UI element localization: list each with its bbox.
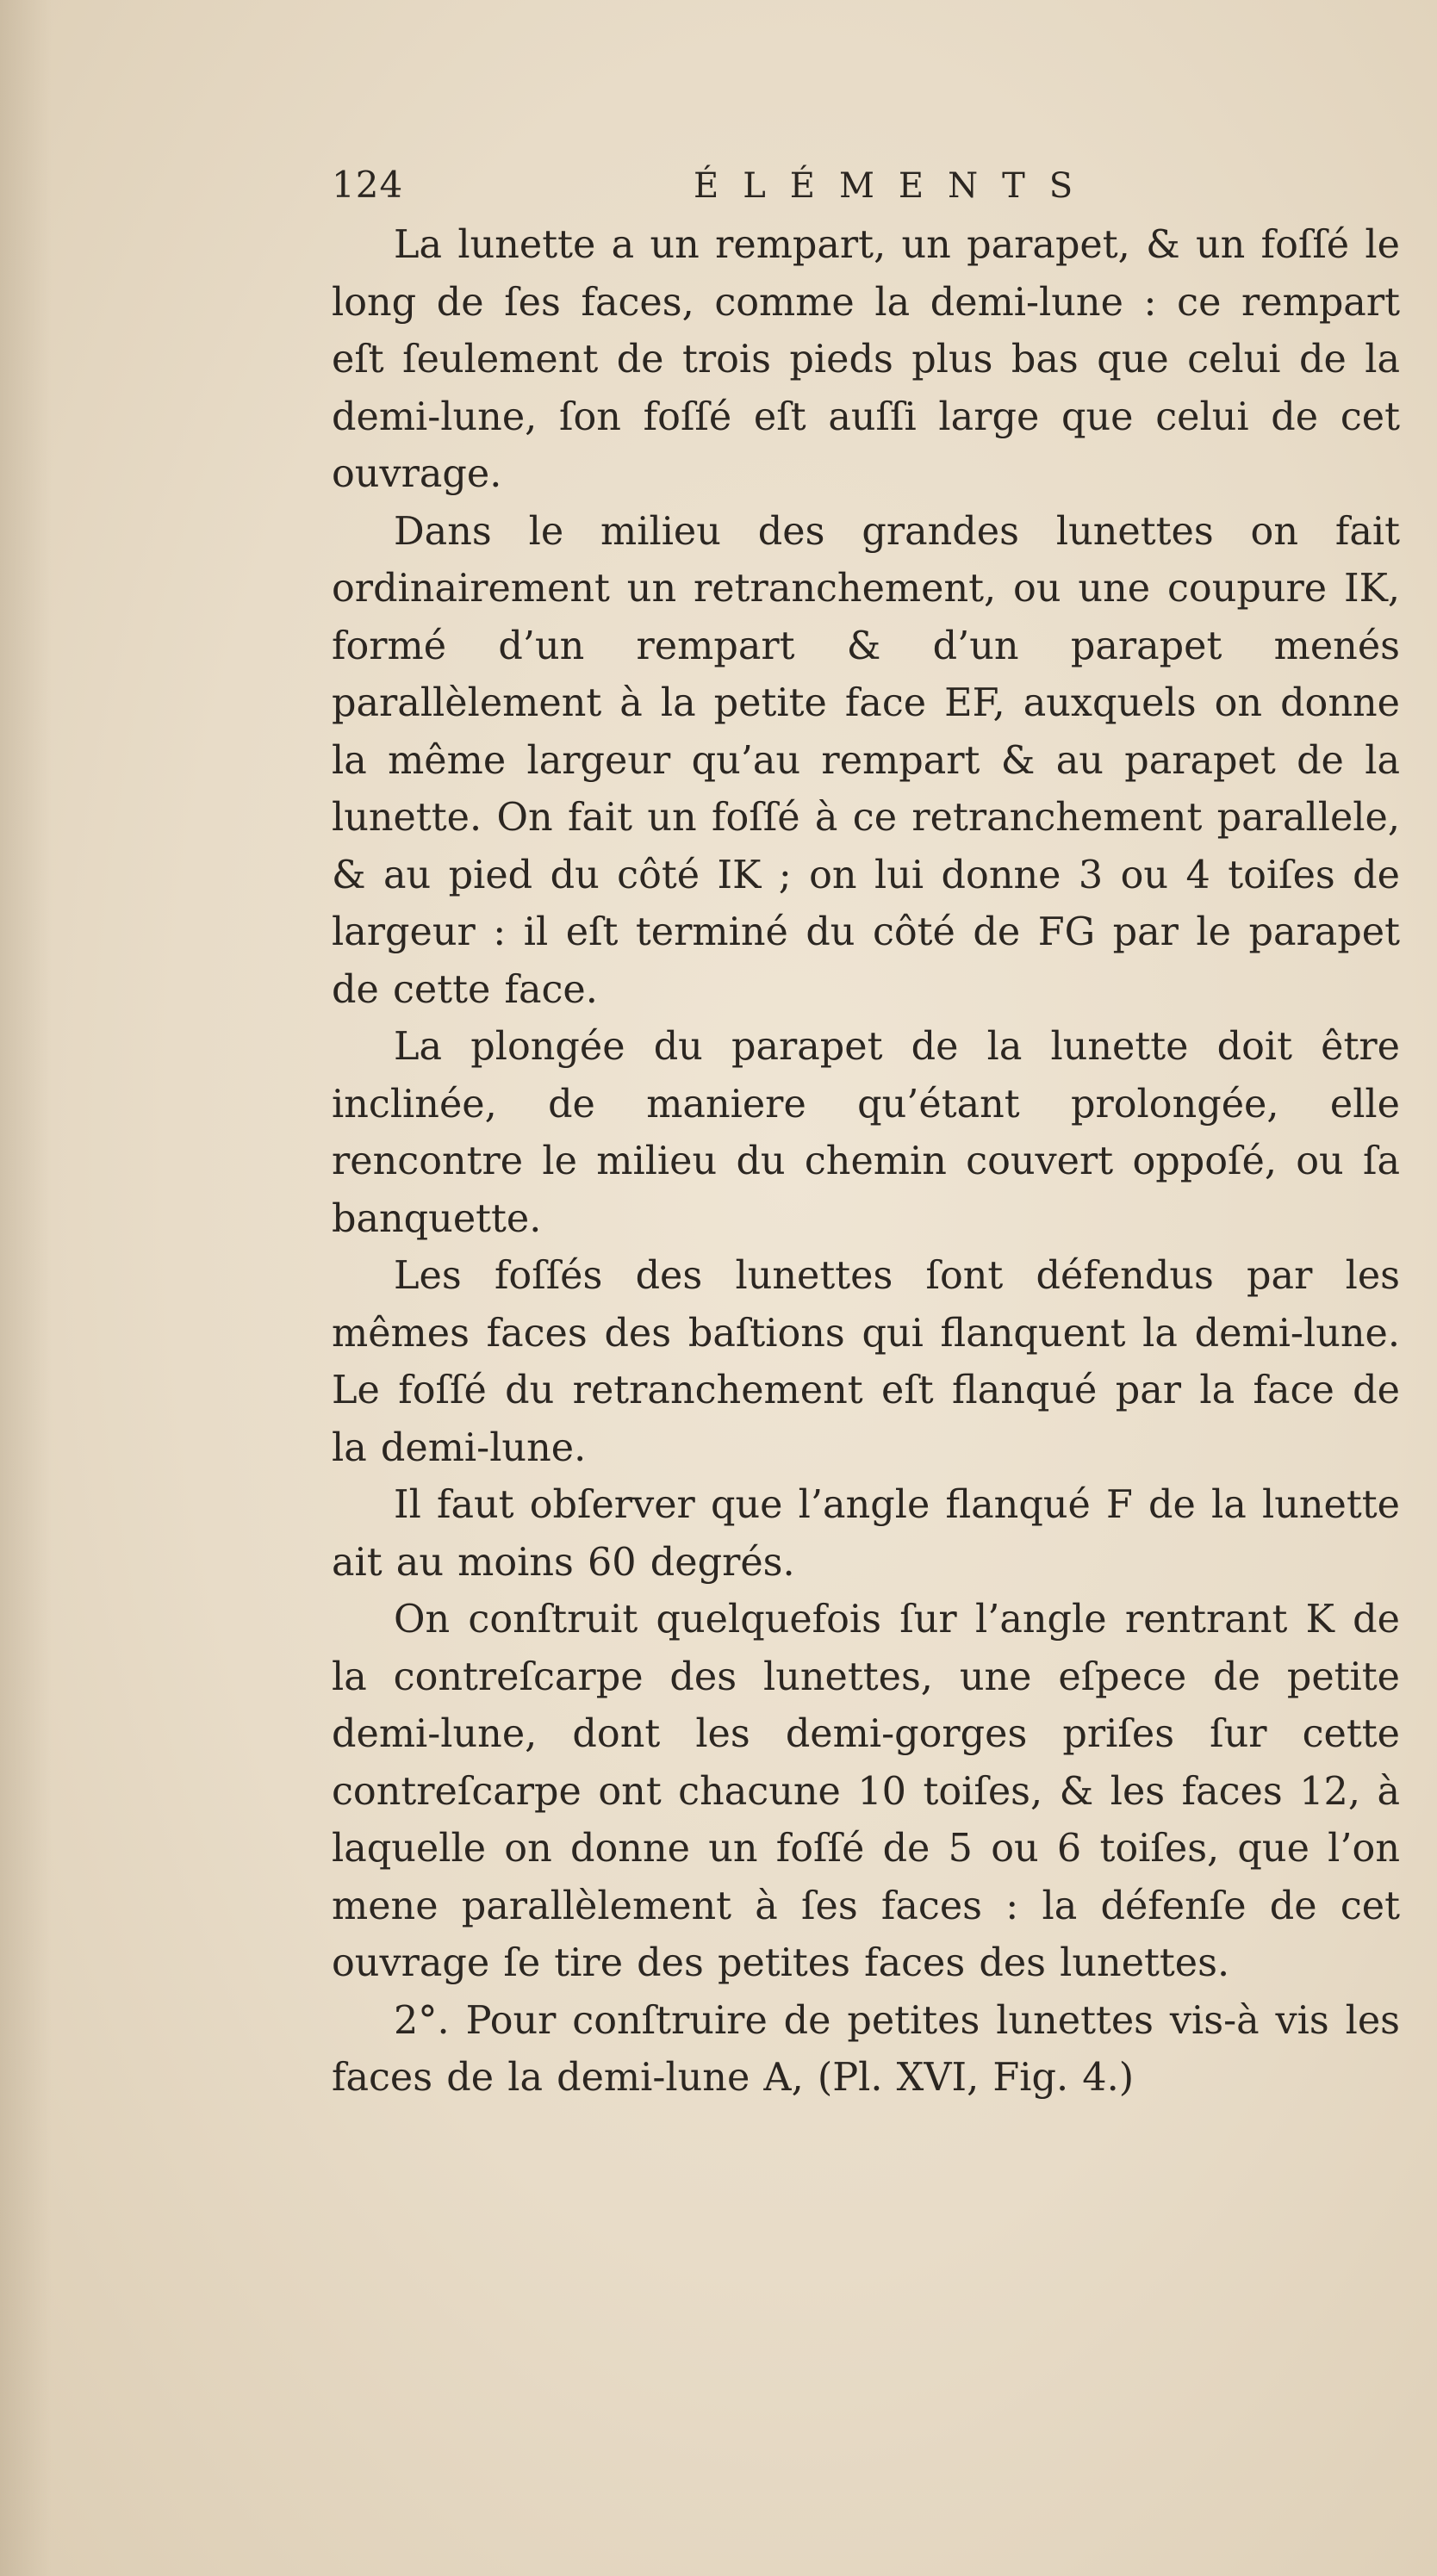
paragraph-petite-demi-lune: On conſtruit quelquefois ſur l’angle rentrant K de la contreſcarpe des lunettes, une eſpece de petite demi-lune, dont les demi-gorges priſes ſur cette contreſcarpe ont chacune 10 toiſes, & les faces 12, à laquelle on donne un foſſé de 5 ou 6 toiſes, que l’on mene parallèlement à ſes faces : la défenſe de cet ouvrage ſe tire des petites faces des lunettes. <box>332 1598 1400 1985</box>
paragraph-retranchement: Dans le milieu des grandes lunettes on fait ordinairement un retranchement, ou une coupure IK, formé d’un rempart & d’un parapet menés parallèlement à la petite face EF, auxquels on donne la même largeur qu’au rempart & au parapet de la lunette. On fait un foſſé à ce retranchement parallele, & au pied du côté IK ; on lui donne 3 ou 4 toiſes de largeur : il eſt terminé du côté de FG par le parapet de cette face. <box>332 509 1400 1012</box>
page-header <box>332 164 1400 217</box>
page-gutter-shadow <box>0 0 52 2576</box>
text-block <box>332 164 1400 2107</box>
paragraph-fosses: Les foſſés des lunettes ſont défendus par les mêmes faces des baſtions qui flanquent la demi-lune. Le foſſé du retranchement eſt flanqué par la face de la demi-lune. <box>332 1254 1400 1470</box>
running-title: ÉLÉMENTS <box>694 166 1098 206</box>
paragraph-petites-lunettes: 2°. Pour conſtruire de petites lunettes vis-à vis les faces de la demi-lune A, (Pl. XVI, Fig. 4.) <box>332 1998 1400 2100</box>
page-number: 124 <box>332 164 404 206</box>
paragraph-angle-flanque: Il faut obſerver que l’angle flanqué F de la lunette ait au moins 60 degrés. <box>332 1483 1400 1585</box>
paragraph-plongee: La plongée du parapet de la lunette doit être inclinée, de maniere qu’étant prolongée, elle rencontre le milieu du chemin couvert oppoſé, ou ſa banquette. <box>332 1025 1400 1241</box>
paragraph-lunette-rempart: La lunette a un rempart, un parapet, & un foſſé le long de ſes faces, comme la demi-lune : ce rempart eſt ſeulement de trois pieds plus bas que celui de la demi-lune, ſon foſſé eſt auſſi large que celui de cet ouvrage. <box>332 223 1400 496</box>
